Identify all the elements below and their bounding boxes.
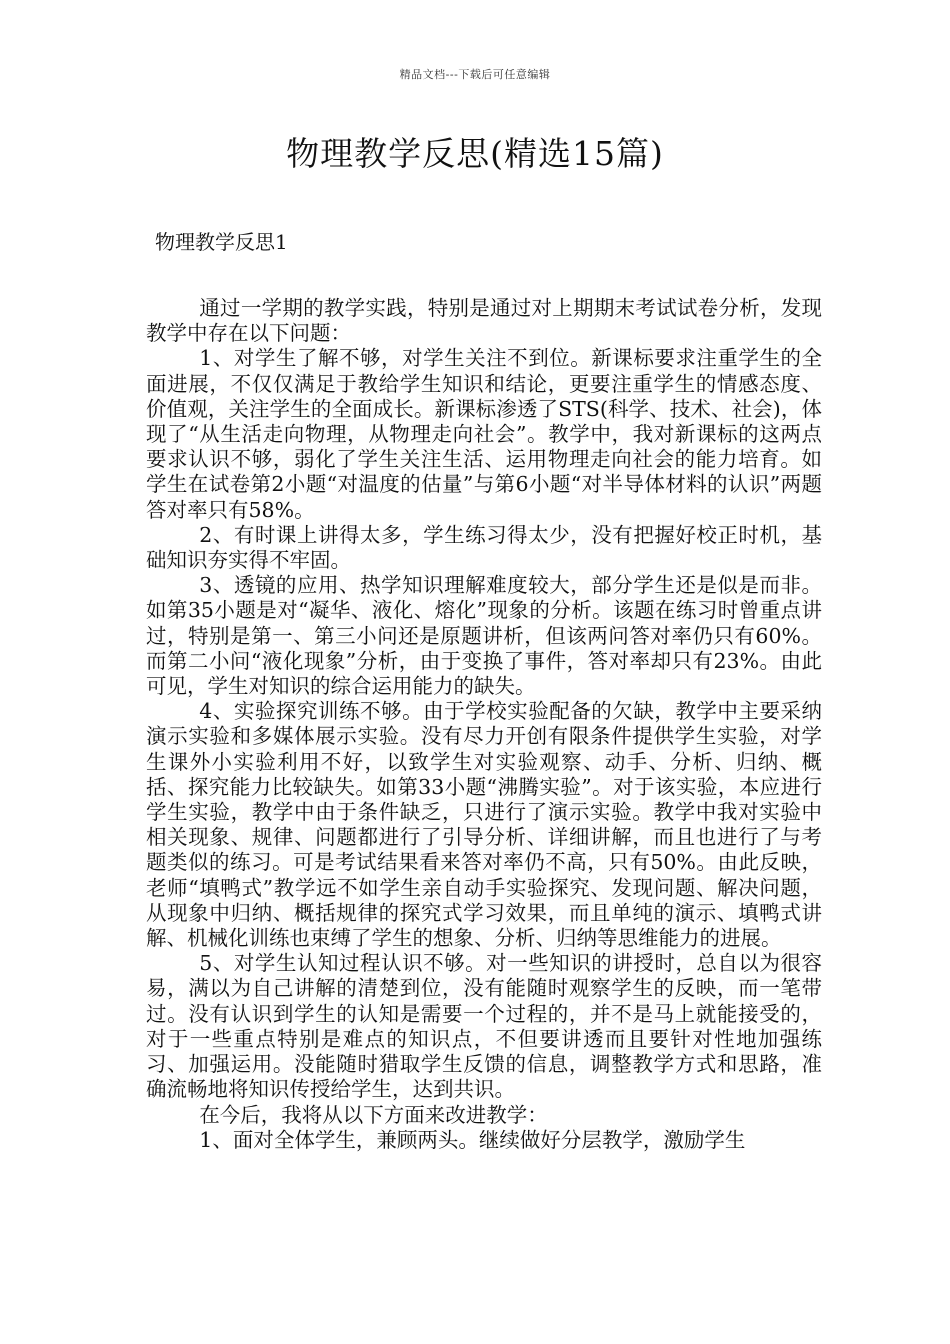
body-text (146, 296, 822, 1153)
header-note: 精品文档---下载后可任意编辑 (399, 68, 551, 81)
paragraph-improvement-intro: 在今后，我将从以下方面来改进教学： (199, 1102, 548, 1127)
paragraph-problem-1: 1、对学生了解不够，对学生关注不到位。新课标要求注重学生的全面进展，不仅仅满足于教给学生知识和结论，更要注重学生的情感态度、价值观，关注学生的全面成长。新课标渗透了STS(科学、技术、社会)，体现了“从生活走向物理，从物理走向社会”。教学中，我对新课标的这两点要求认识不够，弱化了学生关注生活、运用物理走向社会的能力培育。如学生在试卷第2小题“对温度的估量”与第6小题“对半导体材料的认识”两题答对率只有58%。 (146, 346, 822, 522)
paragraph-problem-5: 5、对学生认知过程认识不够。对一些知识的讲授时，总自以为很容易，满以为自己讲解的清楚到位，没有能随时观察学生的反映，而一笔带过。没有认识到学生的认知是需要一个过程的，并不是马上就能接受的，对于一些重点特别是难点的知识点，不但要讲透而且要针对性地加强练习、加强运用。没能随时猎取学生反馈的信息，调整教学方式和思路，准确流畅地将知识传授给学生，达到共识。 (146, 951, 822, 1102)
paragraph-problem-3: 3、透镜的应用、热学知识理解难度较大，部分学生还是似是而非。如第35小题是对“凝华、液化、熔化”现象的分析。该题在练习时曾重点讲过，特别是第一、第三小问还是原题讲析，但该两问答对率仍只有60%。而第二小问“液化现象”分析，由于变换了事件，答对率却只有23%。由此可见，学生对知识的综合运用能力的缺失。 (146, 573, 822, 699)
document-title: 物理教学反思(精选15篇) (286, 134, 664, 173)
paragraph-problem-2: 2、有时课上讲得太多，学生练习得太少，没有把握好校正时机，基础知识夯实得不牢固。 (146, 522, 822, 573)
paragraph-intro: 通过一学期的教学实践，特别是通过对上期期末考试试卷分析，发现教学中存在以下问题： (146, 296, 822, 346)
paragraph-improvement-1: 1、面对全体学生，兼顾两头。继续做好分层教学，激励学生 (199, 1127, 746, 1152)
section-heading: 物理教学反思1 (155, 230, 288, 254)
paragraph-problem-4: 4、实验探究训练不够。由于学校实验配备的欠缺，教学中主要采纳演示实验和多媒体展示实验。没有尽力开创有限条件提供学生实验，对学生课外小实验利用不好，以致学生对实验观察、动手、分析、归纳、概括、探究能力比较缺失。如第33小题“沸腾实验”。对于该实验，本应进行学生实验，教学中由于条件缺乏，只进行了演示实验。教学中我对实验中相关现象、规律、问题都进行了引导分析、详细讲解，而且也进行了与考题类似的练习。可是考试结果看来答对率仍不高，只有50%。由此反映，老师“填鸭式”教学远不如学生亲自动手实验探究、发现问题、解决问题，从现象中归纳、概括规律的探究式学习效果，而且单纯的演示、填鸭式讲解、机械化训练也束缚了学生的想象、分析、归纳等思维能力的进展。 (146, 699, 822, 951)
